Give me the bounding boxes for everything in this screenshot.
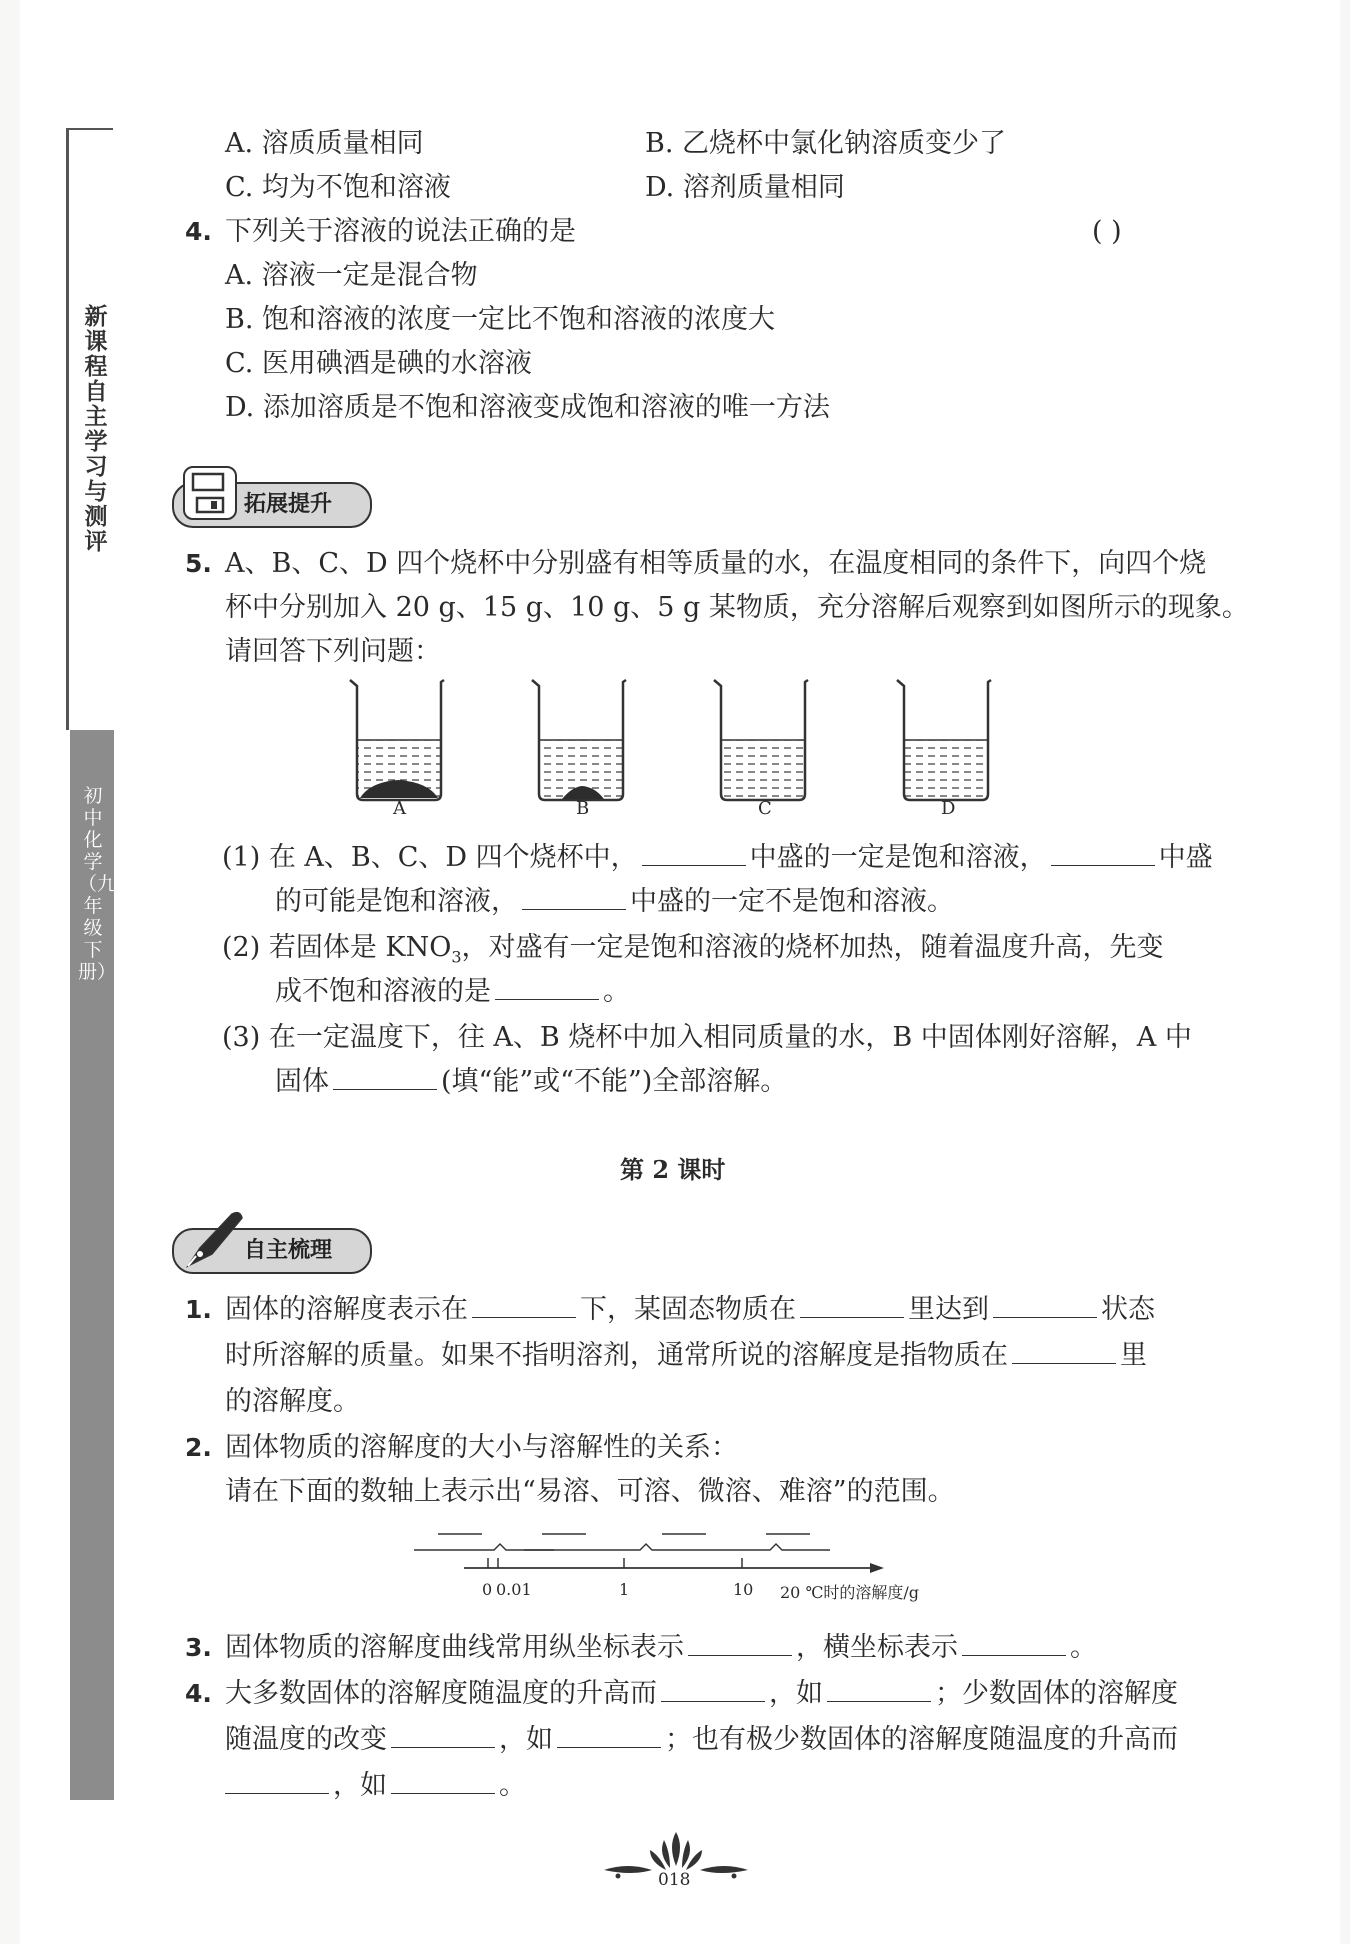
q5-number: 5. (185, 549, 212, 578)
r1-line2: 时所溶解的质量。如果不指明溶剂，通常所说的溶解度是指物质在 里 (225, 1334, 1147, 1378)
q5-line2: 杯中分别加入 20 g、15 g、10 g、5 g 某物质，充分溶解后观察到如图所示的现象。 (225, 592, 1249, 623)
sidebar-subject-label: 初中化学（九年级下册） (78, 785, 117, 983)
q4-option-d: D. 添加溶质是不饱和溶液变成饱和溶液的唯一方法 (225, 392, 830, 423)
q5-line1: A、B、C、D 四个烧杯中分别盛有相等质量的水，在温度相同的条件下，向四个烧 (225, 548, 1207, 579)
lesson-title: 第 2 课时 (620, 1155, 726, 1184)
answer-blank[interactable] (495, 973, 599, 1000)
section-badge-expand-label: 拓展提升 (244, 492, 333, 517)
sidebar-book-title: 新课程自主学习与测评 (84, 304, 108, 555)
q5-sub1-line1: (1) 在 A、B、C、D 四个烧杯中， 中盛的一定是饱和溶液， 中盛 (222, 836, 1213, 880)
q5-sub3-line1: (3) 在一定温度下，往 A、B 烧杯中加入相同质量的水，B 中固体刚好溶解，A 中 (222, 1022, 1192, 1053)
q5-sub2-line1: (2) 若固体是 $KNO_3$，对盛有一定是饱和溶液的烧杯加热，随着温度升高，先变 (222, 932, 1164, 967)
answer-blank[interactable] (225, 1767, 329, 1794)
beakers-figure (340, 672, 1020, 822)
r4-line2: 随温度的改变 ，如 ；也有极少数固体的溶解度随温度的升高而 (225, 1718, 1178, 1762)
q5-sub1-line2: 的可能是饱和溶液， 中盛的一定不是饱和溶液。 (275, 880, 954, 924)
answer-blank[interactable] (827, 1675, 931, 1702)
q3-option-b: B. 乙烧杯中氯化钠溶质变少了 (645, 128, 1007, 159)
r2-line2: 请在下面的数轴上表示出“易溶、可溶、微溶、难溶”的范围。 (225, 1476, 955, 1507)
q4-stem: 下列关于溶液的说法正确的是 (225, 216, 576, 247)
r4-line1: 大多数固体的溶解度随温度的升高而 ，如 ；少数固体的溶解度 (225, 1672, 1178, 1716)
r1-line3: 的溶解度。 (225, 1386, 360, 1417)
r3-number: 3. (185, 1633, 212, 1662)
q4-answer-paren: ( ) (1092, 216, 1122, 247)
beaker-label-b: B (576, 798, 590, 819)
disk-icon (183, 466, 237, 520)
axis-tick-10: 10 (733, 1580, 754, 1599)
axis-label: 20 ℃时的溶解度/g (780, 1583, 919, 1602)
r3-line1: 固体物质的溶解度曲线常用纵坐标表示 ，横坐标表示 。 (225, 1626, 1097, 1670)
r2-number: 2. (185, 1433, 212, 1462)
answer-blank[interactable] (472, 1291, 576, 1318)
beaker-label-d: D (941, 798, 956, 819)
axis-tick-0: 0 (482, 1580, 493, 1599)
q4-number: 4. (185, 217, 212, 246)
answer-blank[interactable] (522, 883, 626, 910)
answer-blank[interactable] (800, 1291, 904, 1318)
page-number: 018 (658, 1870, 691, 1890)
q3-option-d: D. 溶剂质量相同 (645, 172, 845, 203)
r2-line1: 固体物质的溶解度的大小与溶解性的关系： (225, 1432, 738, 1463)
answer-blank[interactable] (962, 1629, 1066, 1656)
q4-option-a: A. 溶液一定是混合物 (225, 260, 478, 291)
answer-blank[interactable] (557, 1721, 661, 1748)
q4-option-c: C. 医用碘酒是碘的水溶液 (225, 348, 532, 379)
r4-number: 4. (185, 1679, 212, 1708)
beaker-b (532, 680, 626, 800)
beaker-label-a: A (393, 798, 406, 819)
answer-blank[interactable] (1012, 1337, 1116, 1364)
beaker-c (714, 680, 808, 800)
section-badge-review-label: 自主梳理 (244, 1238, 333, 1263)
r1-number: 1. (185, 1295, 212, 1324)
beaker-label-c: C (758, 798, 772, 819)
r1-line1: 固体的溶解度表示在 下，某固态物质在 里达到 状态 (225, 1288, 1155, 1332)
q5-sub3-line2: 固体 (填“能”或“不能”)全部溶解。 (275, 1060, 787, 1104)
q3-option-c: C. 均为不饱和溶液 (225, 172, 451, 203)
beaker-a (350, 680, 444, 800)
answer-blank[interactable] (688, 1629, 792, 1656)
answer-blank[interactable] (642, 839, 746, 866)
axis-tick-1: 1 (619, 1580, 630, 1599)
answer-blank[interactable] (333, 1063, 437, 1090)
answer-blank[interactable] (1051, 839, 1155, 866)
answer-blank[interactable] (391, 1767, 495, 1794)
answer-blank[interactable] (993, 1291, 1097, 1318)
r4-line3: ，如 。 (225, 1764, 526, 1808)
answer-blank[interactable] (391, 1721, 495, 1748)
axis-tick-001: 0.01 (496, 1580, 532, 1599)
pen-icon (178, 1208, 248, 1272)
q5-sub2-line2: 成不饱和溶液的是 。 (275, 970, 630, 1014)
q3-option-a: A. 溶质质量相同 (225, 128, 424, 159)
q4-option-b: B. 饱和溶液的浓度一定比不饱和溶液的浓度大 (225, 304, 776, 335)
beaker-d (897, 680, 991, 800)
q5-line3: 请回答下列问题： (225, 636, 441, 667)
answer-blank[interactable] (661, 1675, 765, 1702)
